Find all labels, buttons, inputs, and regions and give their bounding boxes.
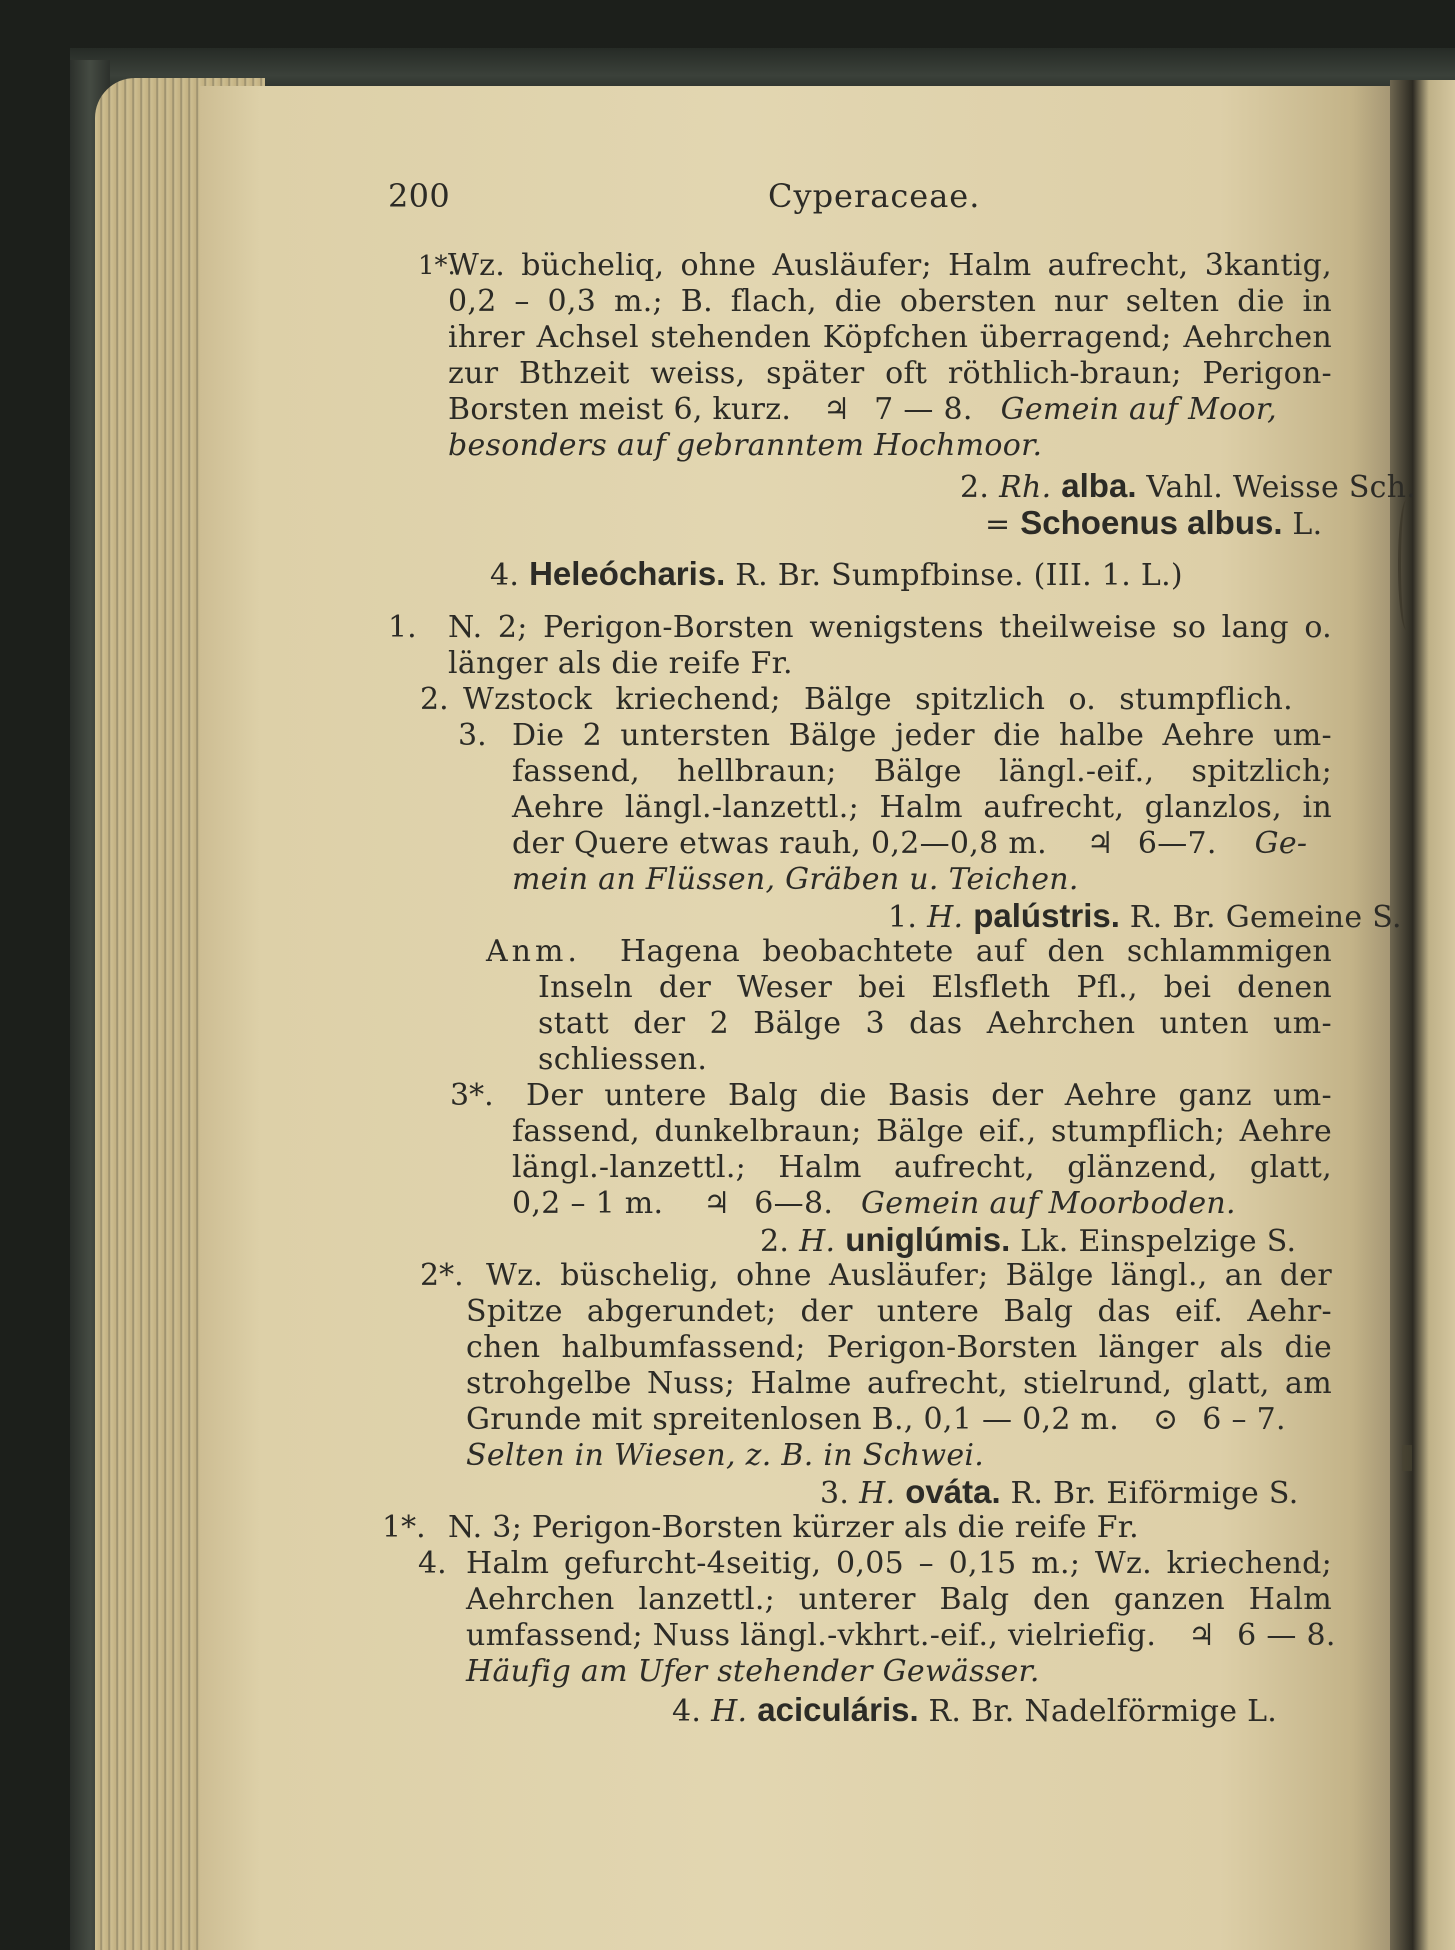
species-line: [960, 468, 1416, 506]
annual-symbol: ⊙: [1152, 1402, 1179, 1437]
key-number: 4.: [418, 1546, 447, 1581]
text-line: N. 3; Perigon-Borsten kürzer als die reife Fr.: [448, 1510, 1139, 1545]
text-line: [512, 1186, 1236, 1222]
text-line: [448, 392, 1277, 428]
synonym-line: [985, 505, 1322, 543]
text-line: Spitze abgerundet; der untere Balg das eif. Aehr-: [466, 1294, 1332, 1329]
key-number: 3.: [458, 718, 487, 753]
species-name: uniglúmis.: [845, 1221, 1011, 1258]
text-segment: der Quere etwas rauh, 0,2—0,8 m.: [512, 826, 1047, 861]
species-name: aciculáris.: [757, 1691, 919, 1728]
species-authority: R. Br. Nadelförmige L.: [928, 1694, 1278, 1729]
text-segment: 6 — 8.: [1237, 1618, 1336, 1653]
species-line: [672, 1692, 1277, 1730]
text-line: Halm gefurcht-4seitig, 0,05 – 0,15 m.; Wz. kriechend;: [466, 1546, 1332, 1581]
text-line: strohgelbe Nuss; Halme aufrecht, stielrund, glatt, am: [466, 1366, 1332, 1401]
note-label: Anm.: [486, 934, 581, 969]
text-line: Der untere Balg die Basis der Aehre ganz um-: [526, 1078, 1332, 1113]
text-line: Wz. bücheliq, ohne Ausläufer; Halm aufrecht, 3kantig,: [448, 248, 1332, 283]
species-name: palústris.: [973, 897, 1120, 934]
text-line: Aehrchen lanzettl.; unterer Balg den ganzen Halm: [466, 1582, 1332, 1617]
text-line: N. 2; Perigon-Borsten wenigstens theilweise so lang o.: [448, 610, 1332, 645]
running-title: Cyperaceae.: [768, 177, 981, 215]
text-line: ihrer Achsel stehenden Köpfchen überragend; Aehrchen: [448, 320, 1332, 355]
text-line: [512, 826, 1307, 862]
text-line: chen halbumfassend; Perigon-Borsten länger als die: [466, 1330, 1332, 1365]
perennial-symbol: ♃: [1188, 1618, 1216, 1653]
text-line: Wzstock kriechend; Bälge spitzlich o. stumpflich.: [463, 682, 1293, 717]
synonym-authority: L.: [1292, 507, 1323, 542]
text-line: Inseln der Weser bei Elsfleth Pfl., bei denen: [538, 970, 1332, 1005]
species-name: alba.: [1061, 467, 1137, 504]
text-line: fassend, dunkelbraun; Bälge eif., stumpflich; Aehre: [512, 1114, 1332, 1149]
genus-abbrev: Rh.: [999, 470, 1052, 505]
text-line: Hagena beobachtete auf den schlammigen: [620, 934, 1332, 969]
species-line: [888, 898, 1402, 936]
genus-heading: [490, 556, 1183, 594]
text-segment: umfassend; Nuss längl.-vkhrt.-eif., vielriefig.: [466, 1618, 1157, 1653]
habitat-text: Gemein auf Moor,: [1000, 392, 1278, 427]
genus-name: Heleócharis.: [529, 555, 726, 592]
text-segment: 6 – 7.: [1202, 1402, 1286, 1437]
species-authority: R. Br. Eiförmige S.: [1010, 1476, 1299, 1511]
text-line: Die 2 untersten Bälge jeder die halbe Aehre um-: [512, 718, 1332, 753]
perennial-symbol: ♃: [703, 1186, 731, 1221]
text-line: fassend, hellbraun; Bälge längl.-eif., spitzlich;: [512, 754, 1332, 789]
perennial-symbol: ♃: [823, 392, 851, 427]
habitat-text: Selten in Wiesen, z. B. in Schwei.: [466, 1438, 985, 1473]
habitat-text: Häufig am Ufer stehender Gewässer.: [466, 1654, 1040, 1689]
genus-abbrev: H.: [799, 1224, 836, 1259]
species-authority: Vahl. Weisse Sch.: [1146, 470, 1417, 505]
text-segment: 6—7.: [1137, 826, 1217, 861]
genus-number: 4.: [490, 558, 520, 593]
species-authority: R. Br. Gemeine S.: [1129, 900, 1402, 935]
text-segment: 7 — 8.: [874, 392, 973, 427]
species-authority: Lk. Einspelzige S.: [1020, 1224, 1297, 1259]
text-segment: Borsten meist 6, kurz.: [448, 392, 792, 427]
text-line: [466, 1618, 1336, 1654]
text-segment: Grunde mit spreitenlosen B., 0,1 — 0,2 m.: [466, 1402, 1120, 1437]
species-number: 3.: [820, 1476, 850, 1511]
perennial-symbol: ♃: [1086, 826, 1114, 861]
species-name: ováta.: [905, 1473, 1001, 1510]
text-line: Aehre längl.-lanzettl.; Halm aufrecht, glanzlos, in: [512, 790, 1332, 825]
key-number: 2.: [420, 682, 449, 717]
key-number: 3*.: [450, 1078, 494, 1113]
text-line: statt der 2 Bälge 3 das Aehrchen unten um-: [538, 1006, 1332, 1041]
genus-description: R. Br. Sumpfbinse. (III. 1. L.): [735, 558, 1183, 593]
text-line: schliessen.: [538, 1042, 708, 1077]
key-number: 1*.: [418, 251, 456, 281]
species-line: [820, 1474, 1299, 1512]
species-number: 4.: [672, 1694, 702, 1729]
text-segment: 6—8.: [754, 1186, 834, 1221]
equals-sign: =: [985, 507, 1011, 542]
genus-abbrev: H.: [859, 1476, 896, 1511]
text-line: längl.-lanzettl.; Halm aufrecht, glänzend, glatt,: [512, 1150, 1332, 1185]
habitat-text: besonders auf gebranntem Hochmoor.: [448, 428, 1043, 463]
text-line: zur Bthzeit weiss, später oft röthlich-braun; Perigon-: [448, 356, 1332, 391]
habitat-text: Ge-: [1254, 826, 1308, 861]
habitat-text: mein an Flüssen, Gräben u. Teichen.: [512, 862, 1079, 897]
key-number: 2*.: [420, 1258, 464, 1293]
genus-abbrev: H.: [711, 1694, 748, 1729]
genus-abbrev: H.: [927, 900, 964, 935]
habitat-text: Gemein auf Moorboden.: [861, 1186, 1236, 1221]
species-number: 2.: [760, 1224, 790, 1259]
key-number: 1.: [388, 610, 417, 645]
species-line: [760, 1222, 1296, 1260]
text-line: [466, 1402, 1286, 1438]
text-segment: 0,2 – 1 m.: [512, 1186, 664, 1221]
text-line: länger als die reife Fr.: [448, 646, 793, 681]
key-number: 1*.: [382, 1510, 426, 1545]
species-number: 1.: [888, 900, 918, 935]
page-number: 200: [388, 177, 450, 215]
synonym-name: Schoenus albus.: [1020, 504, 1283, 541]
species-number: 2.: [960, 470, 990, 505]
text-line: 0,2 – 0,3 m.; B. flach, die obersten nur selten die in: [448, 284, 1332, 319]
text-line: Wz. büschelig, ohne Ausläufer; Bälge längl., an der: [486, 1258, 1332, 1293]
